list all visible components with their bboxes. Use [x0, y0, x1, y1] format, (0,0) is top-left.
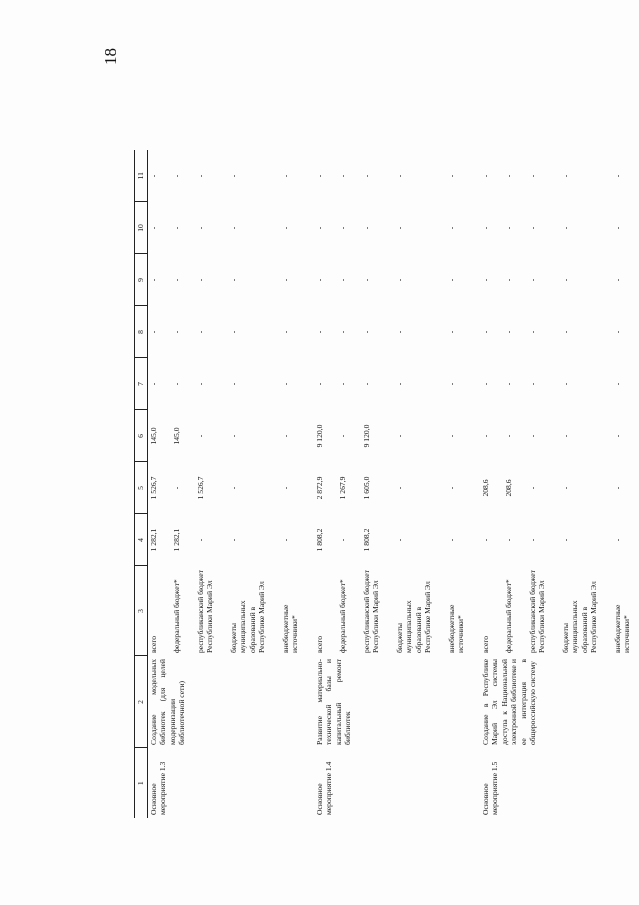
column-number: 5 — [135, 462, 148, 514]
funding-table — [134, 150, 639, 818]
page-number: 18 — [101, 48, 120, 65]
amount-cell: - — [560, 278, 570, 282]
amount-cell: - — [527, 538, 537, 542]
funding-source: всего — [149, 635, 158, 653]
measure-name: Создание модельных библиотек (для целей модернизации библиотечной сети) — [149, 659, 187, 745]
funding-source: бюджеты муниципальных образований в Республике Марий Эл — [560, 581, 599, 653]
amount-cell: - — [149, 278, 158, 282]
amount-cell: - — [195, 434, 205, 438]
amount-cell: - — [612, 486, 622, 490]
amount-cell: - — [394, 382, 404, 386]
amount-cell: - — [446, 434, 456, 438]
amount-cell: - — [394, 434, 404, 438]
amount-cell: - — [195, 538, 205, 542]
amount-cell: 1 526,7 — [195, 476, 205, 500]
amount-cell: - — [612, 434, 622, 438]
amount-cell: - — [314, 174, 324, 178]
amount-cell: - — [504, 434, 514, 438]
amount-cell: 1 808,2 — [361, 528, 371, 552]
column-number: 8 — [135, 306, 148, 358]
amount-cell: - — [195, 382, 205, 386]
amount-cell: - — [280, 330, 290, 334]
amount-cell: 145,0 — [149, 427, 158, 445]
amount-cell: - — [446, 226, 456, 230]
amount-cell: - — [149, 330, 158, 334]
amount-cell: - — [394, 174, 404, 178]
measure-name: Развитие материально-технической базы и капитальный ремонт библиотек — [314, 659, 353, 745]
amount-cell: 1 267,9 — [338, 476, 348, 500]
amount-cell: - — [504, 278, 514, 282]
amount-cell: - — [446, 330, 456, 334]
amount-cell: - — [480, 226, 490, 230]
amount-cell: - — [338, 330, 348, 334]
amount-cell: - — [394, 538, 404, 542]
column-number: 10 — [135, 202, 148, 254]
amount-cell: - — [361, 382, 371, 386]
amount-cell: 1 282,1 — [172, 528, 182, 552]
amount-cell: - — [228, 434, 238, 438]
amount-cell: - — [338, 226, 348, 230]
amount-cell: - — [149, 382, 158, 386]
funding-source: республиканский бюджет Республики Марий Эл — [195, 570, 215, 653]
amount-cell: - — [446, 486, 456, 490]
measure-code: Основное мероприятие 1.3 — [149, 761, 168, 815]
table-row — [480, 150, 503, 818]
funding-source: внебюджетные источники* — [446, 604, 466, 653]
amount-cell: - — [195, 330, 205, 334]
amount-cell: - — [280, 486, 290, 490]
amount-cell: - — [394, 486, 404, 490]
amount-cell: - — [228, 538, 238, 542]
column-number: 9 — [135, 254, 148, 306]
funding-source: всего — [314, 635, 324, 653]
amount-cell: - — [527, 434, 537, 438]
amount-cell: - — [228, 278, 238, 282]
amount-cell: - — [527, 174, 537, 178]
amount-cell: 9 120,0 — [314, 424, 324, 448]
amount-cell: - — [172, 174, 182, 178]
amount-cell: - — [280, 538, 290, 542]
amount-cell: 9 120,0 — [361, 424, 371, 448]
amount-cell: - — [504, 330, 514, 334]
amount-cell: - — [560, 174, 570, 178]
measure-name: Создание в Республике Марий Эл системы доступа к Национальной электронной библиотеке и ее интеграция в общероссийскую систему — [480, 659, 538, 745]
amount-cell: - — [172, 486, 182, 490]
funding-source: бюджеты муниципальных образований в Республике Марий Эл — [228, 581, 267, 653]
amount-cell: - — [504, 382, 514, 386]
amount-cell: - — [560, 382, 570, 386]
amount-cell: 1 526,7 — [149, 476, 158, 500]
amount-cell: - — [560, 434, 570, 438]
amount-cell: - — [560, 330, 570, 334]
amount-cell: - — [560, 538, 570, 542]
amount-cell: - — [338, 278, 348, 282]
measure-code: Основное мероприятие 1.4 — [314, 761, 334, 815]
column-number: 11 — [135, 150, 148, 202]
amount-cell: - — [338, 174, 348, 178]
table-row — [314, 150, 337, 818]
amount-cell: - — [195, 278, 205, 282]
column-number: 4 — [135, 514, 148, 566]
amount-cell: - — [612, 226, 622, 230]
amount-cell: - — [612, 330, 622, 334]
amount-cell: - — [612, 382, 622, 386]
amount-cell: 208,6 — [480, 479, 490, 497]
amount-cell: - — [314, 226, 324, 230]
column-number: 7 — [135, 358, 148, 410]
funding-source: внебюджетные источники* — [280, 604, 300, 653]
amount-cell: - — [560, 486, 570, 490]
amount-cell: 145,0 — [172, 427, 182, 445]
amount-cell: - — [527, 486, 537, 490]
amount-cell: - — [149, 226, 158, 230]
amount-cell: - — [446, 538, 456, 542]
amount-cell: - — [480, 434, 490, 438]
funding-source: республиканский бюджет Республики Марий Эл — [527, 570, 547, 653]
amount-cell: - — [560, 226, 570, 230]
amount-cell: - — [527, 382, 537, 386]
amount-cell: - — [280, 382, 290, 386]
amount-cell: 1 282,1 — [149, 528, 158, 552]
amount-cell: 208,6 — [504, 479, 514, 497]
amount-cell: - — [612, 278, 622, 282]
amount-cell: 2 872,9 — [314, 476, 324, 500]
amount-cell: - — [480, 174, 490, 178]
amount-cell: - — [504, 174, 514, 178]
amount-cell: - — [280, 278, 290, 282]
amount-cell: - — [338, 538, 348, 542]
funding-source: федеральный бюджет* — [504, 579, 514, 653]
amount-cell: - — [314, 278, 324, 282]
amount-cell: 1 808,2 — [314, 528, 324, 552]
table-row — [148, 150, 172, 818]
funding-source: республиканский бюджет Республики Марий Эл — [361, 570, 381, 653]
amount-cell: - — [394, 330, 404, 334]
funding-source: федеральный бюджет* — [172, 579, 182, 653]
amount-cell: - — [314, 330, 324, 334]
funding-source: всего — [480, 635, 490, 653]
amount-cell: - — [480, 538, 490, 542]
amount-cell: - — [480, 382, 490, 386]
amount-cell: 1 605,0 — [361, 476, 371, 500]
amount-cell: - — [228, 174, 238, 178]
amount-cell: - — [394, 226, 404, 230]
amount-cell: - — [172, 330, 182, 334]
amount-cell: - — [446, 382, 456, 386]
column-number-row — [135, 150, 148, 818]
amount-cell: - — [195, 226, 205, 230]
amount-cell: - — [172, 278, 182, 282]
amount-cell: - — [195, 174, 205, 178]
amount-cell: - — [480, 330, 490, 334]
column-number: 2 — [135, 656, 148, 748]
amount-cell: - — [612, 174, 622, 178]
column-number: 3 — [135, 566, 148, 656]
amount-cell: - — [228, 226, 238, 230]
amount-cell: - — [280, 226, 290, 230]
amount-cell: - — [172, 382, 182, 386]
column-number: 6 — [135, 410, 148, 462]
amount-cell: - — [527, 330, 537, 334]
funding-source: бюджеты муниципальных образований в Республике Марий Эл — [394, 581, 433, 653]
column-number: 1 — [135, 748, 148, 818]
amount-cell: - — [394, 278, 404, 282]
amount-cell: - — [361, 278, 371, 282]
amount-cell: - — [612, 538, 622, 542]
funding-source: федеральный бюджет* — [338, 579, 348, 653]
amount-cell: - — [338, 382, 348, 386]
amount-cell: - — [361, 330, 371, 334]
amount-cell: - — [338, 434, 348, 438]
amount-cell: - — [228, 330, 238, 334]
amount-cell: - — [280, 434, 290, 438]
amount-cell: - — [228, 382, 238, 386]
amount-cell: - — [480, 278, 490, 282]
amount-cell: - — [504, 538, 514, 542]
amount-cell: - — [149, 174, 158, 178]
amount-cell: - — [172, 226, 182, 230]
amount-cell: - — [527, 226, 537, 230]
amount-cell: - — [361, 226, 371, 230]
amount-cell: - — [314, 382, 324, 386]
amount-cell: - — [280, 174, 290, 178]
amount-cell: - — [361, 174, 371, 178]
measure-code: Основное мероприятие 1.5 — [480, 761, 500, 815]
funding-source: внебюджетные источники* — [612, 604, 632, 653]
amount-cell: - — [446, 278, 456, 282]
amount-cell: - — [504, 226, 514, 230]
amount-cell: - — [228, 486, 238, 490]
rotated-page-content — [98, 48, 632, 818]
amount-cell: - — [446, 174, 456, 178]
amount-cell: - — [527, 278, 537, 282]
